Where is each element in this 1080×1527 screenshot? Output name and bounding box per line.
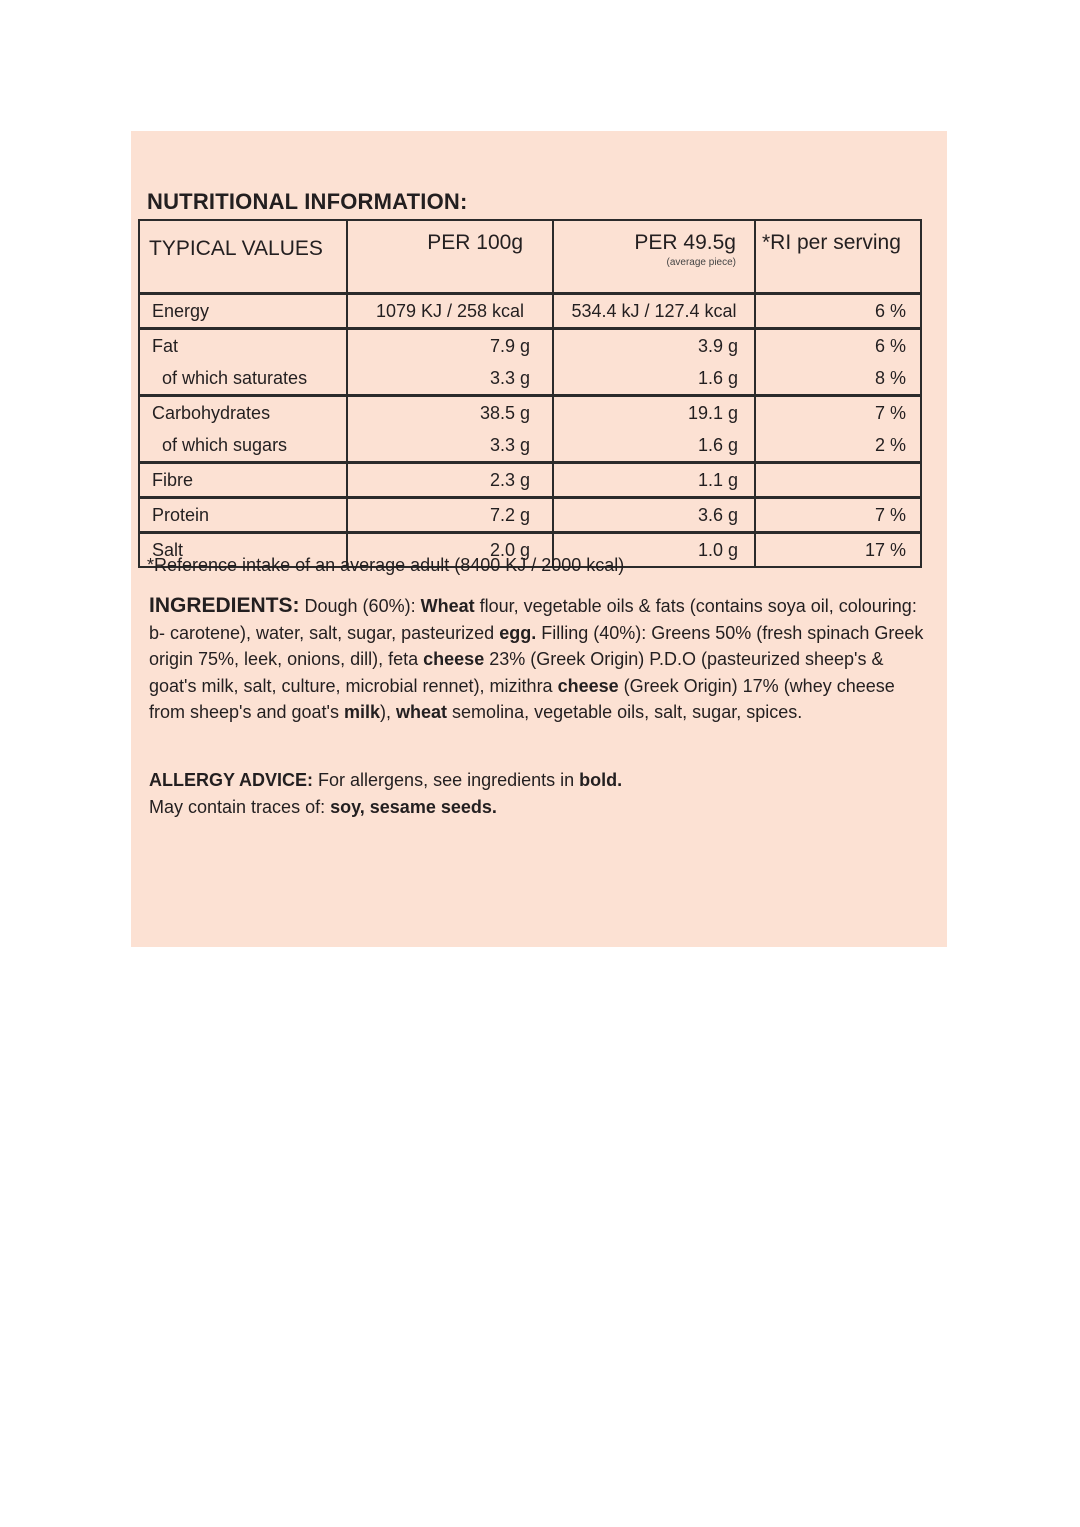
header-per-100g: PER 100g xyxy=(347,220,553,294)
nutrient-row-carbohydrates xyxy=(139,396,921,430)
header-per-piece-note: (average piece) xyxy=(666,257,736,268)
allergen-egg: egg. xyxy=(499,622,537,643)
nutrient-name: Fibre xyxy=(139,463,347,498)
nutrition-title: NUTRITIONAL INFORMATION: xyxy=(147,189,468,214)
header-typical-values: TYPICAL VALUES xyxy=(139,220,347,294)
value-per-piece: 1.0 g xyxy=(553,533,755,568)
allergen-cheese: cheese xyxy=(423,649,485,670)
value-per-100g: 38.5 g xyxy=(347,396,553,430)
allergen-cheese: cheese xyxy=(557,675,619,696)
nutrition-header-row xyxy=(139,220,921,294)
value-ri: 6 % xyxy=(755,294,921,329)
header-per-piece xyxy=(553,220,755,294)
nutrition-label-panel xyxy=(131,131,947,947)
nutrient-row-fibre xyxy=(139,463,921,498)
allergy-text: For allergens, see ingredients in xyxy=(313,770,580,790)
value-per-piece: 534.4 kJ / 127.4 kcal xyxy=(553,294,755,329)
ingredients-part: ), xyxy=(380,702,397,723)
nutrition-table xyxy=(138,219,922,568)
value-per-100g: 7.9 g xyxy=(347,329,553,363)
ingredients-text xyxy=(149,593,927,726)
value-ri xyxy=(755,463,921,498)
allergy-line-2 xyxy=(149,794,927,821)
value-ri: 2 % xyxy=(755,429,921,463)
nutrient-row-protein xyxy=(139,498,921,533)
header-per-piece-label: PER 49.5g xyxy=(634,231,736,254)
allergen-wheat: Wheat xyxy=(420,596,475,616)
nutrient-row-fat xyxy=(139,329,921,363)
ingredients-part: (Greek Origin) 17% (whey cheese from sheep's and goat's xyxy=(149,675,895,723)
value-ri: 6 % xyxy=(755,329,921,363)
nutrient-row-sugars xyxy=(139,429,921,463)
nutrient-row-saturates xyxy=(139,362,921,396)
value-per-piece: 1.6 g xyxy=(553,429,755,463)
nutrient-row-energy xyxy=(139,294,921,329)
allergy-advice xyxy=(149,767,927,821)
value-per-100g: 2.0 g xyxy=(347,533,553,568)
reference-intake-note: *Reference intake of an average adult (8400 KJ / 2000 kcal) xyxy=(147,555,625,575)
ingredients-part: Filling (40%): Greens 50% (fresh spinach Greek origin 75%, leek, onions, dill), feta xyxy=(149,622,924,670)
traces-text: May contain traces of: xyxy=(149,797,331,817)
value-per-100g: 7.2 g xyxy=(347,498,553,533)
allergy-bold-word: bold. xyxy=(579,770,623,790)
value-per-100g: 1079 KJ / 258 kcal xyxy=(347,294,553,329)
nutrient-name: Energy xyxy=(139,294,347,329)
value-per-piece: 1.6 g xyxy=(553,362,755,396)
value-per-100g: 3.3 g xyxy=(347,429,553,463)
ingredients-part: Dough (60%): xyxy=(299,596,421,616)
ingredients-part: 23% (Greek Origin) P.D.O (pasteurized sheep's & goat's milk, salt, culture, microbial rennet), mizithra xyxy=(149,649,884,696)
nutrient-name: of which saturates xyxy=(139,362,347,396)
ingredients-part: flour, vegetable oils & fats (contains soya oil, colouring: b- carotene), water, salt, sugar, pasteurized xyxy=(149,596,917,643)
value-ri: 7 % xyxy=(755,498,921,533)
traces-allergens: soy, sesame seeds. xyxy=(330,797,497,817)
allergy-line-1 xyxy=(149,767,927,794)
ingredients-heading: INGREDIENTS: xyxy=(149,594,300,617)
value-per-piece: 1.1 g xyxy=(553,463,755,498)
allergen-wheat: wheat xyxy=(396,702,448,723)
value-per-piece: 3.6 g xyxy=(553,498,755,533)
nutrient-name: Protein xyxy=(139,498,347,533)
value-per-100g: 3.3 g xyxy=(347,362,553,396)
value-per-piece: 3.9 g xyxy=(553,329,755,363)
value-ri: 17 % xyxy=(755,533,921,568)
nutrient-name: Fat xyxy=(139,329,347,363)
nutrient-name: of which sugars xyxy=(139,429,347,463)
allergen-milk: milk xyxy=(344,702,381,723)
ingredients-part: semolina, vegetable oils, salt, sugar, spices. xyxy=(447,702,803,723)
header-ri-per-serving: *RI per serving xyxy=(755,220,921,294)
value-per-100g: 2.3 g xyxy=(347,463,553,498)
allergy-heading: ALLERGY ADVICE: xyxy=(149,770,314,790)
nutrient-name: Carbohydrates xyxy=(139,396,347,430)
nutrient-name: Salt xyxy=(139,533,347,568)
value-per-piece: 19.1 g xyxy=(553,396,755,430)
value-ri: 7 % xyxy=(755,396,921,430)
value-ri: 8 % xyxy=(755,362,921,396)
